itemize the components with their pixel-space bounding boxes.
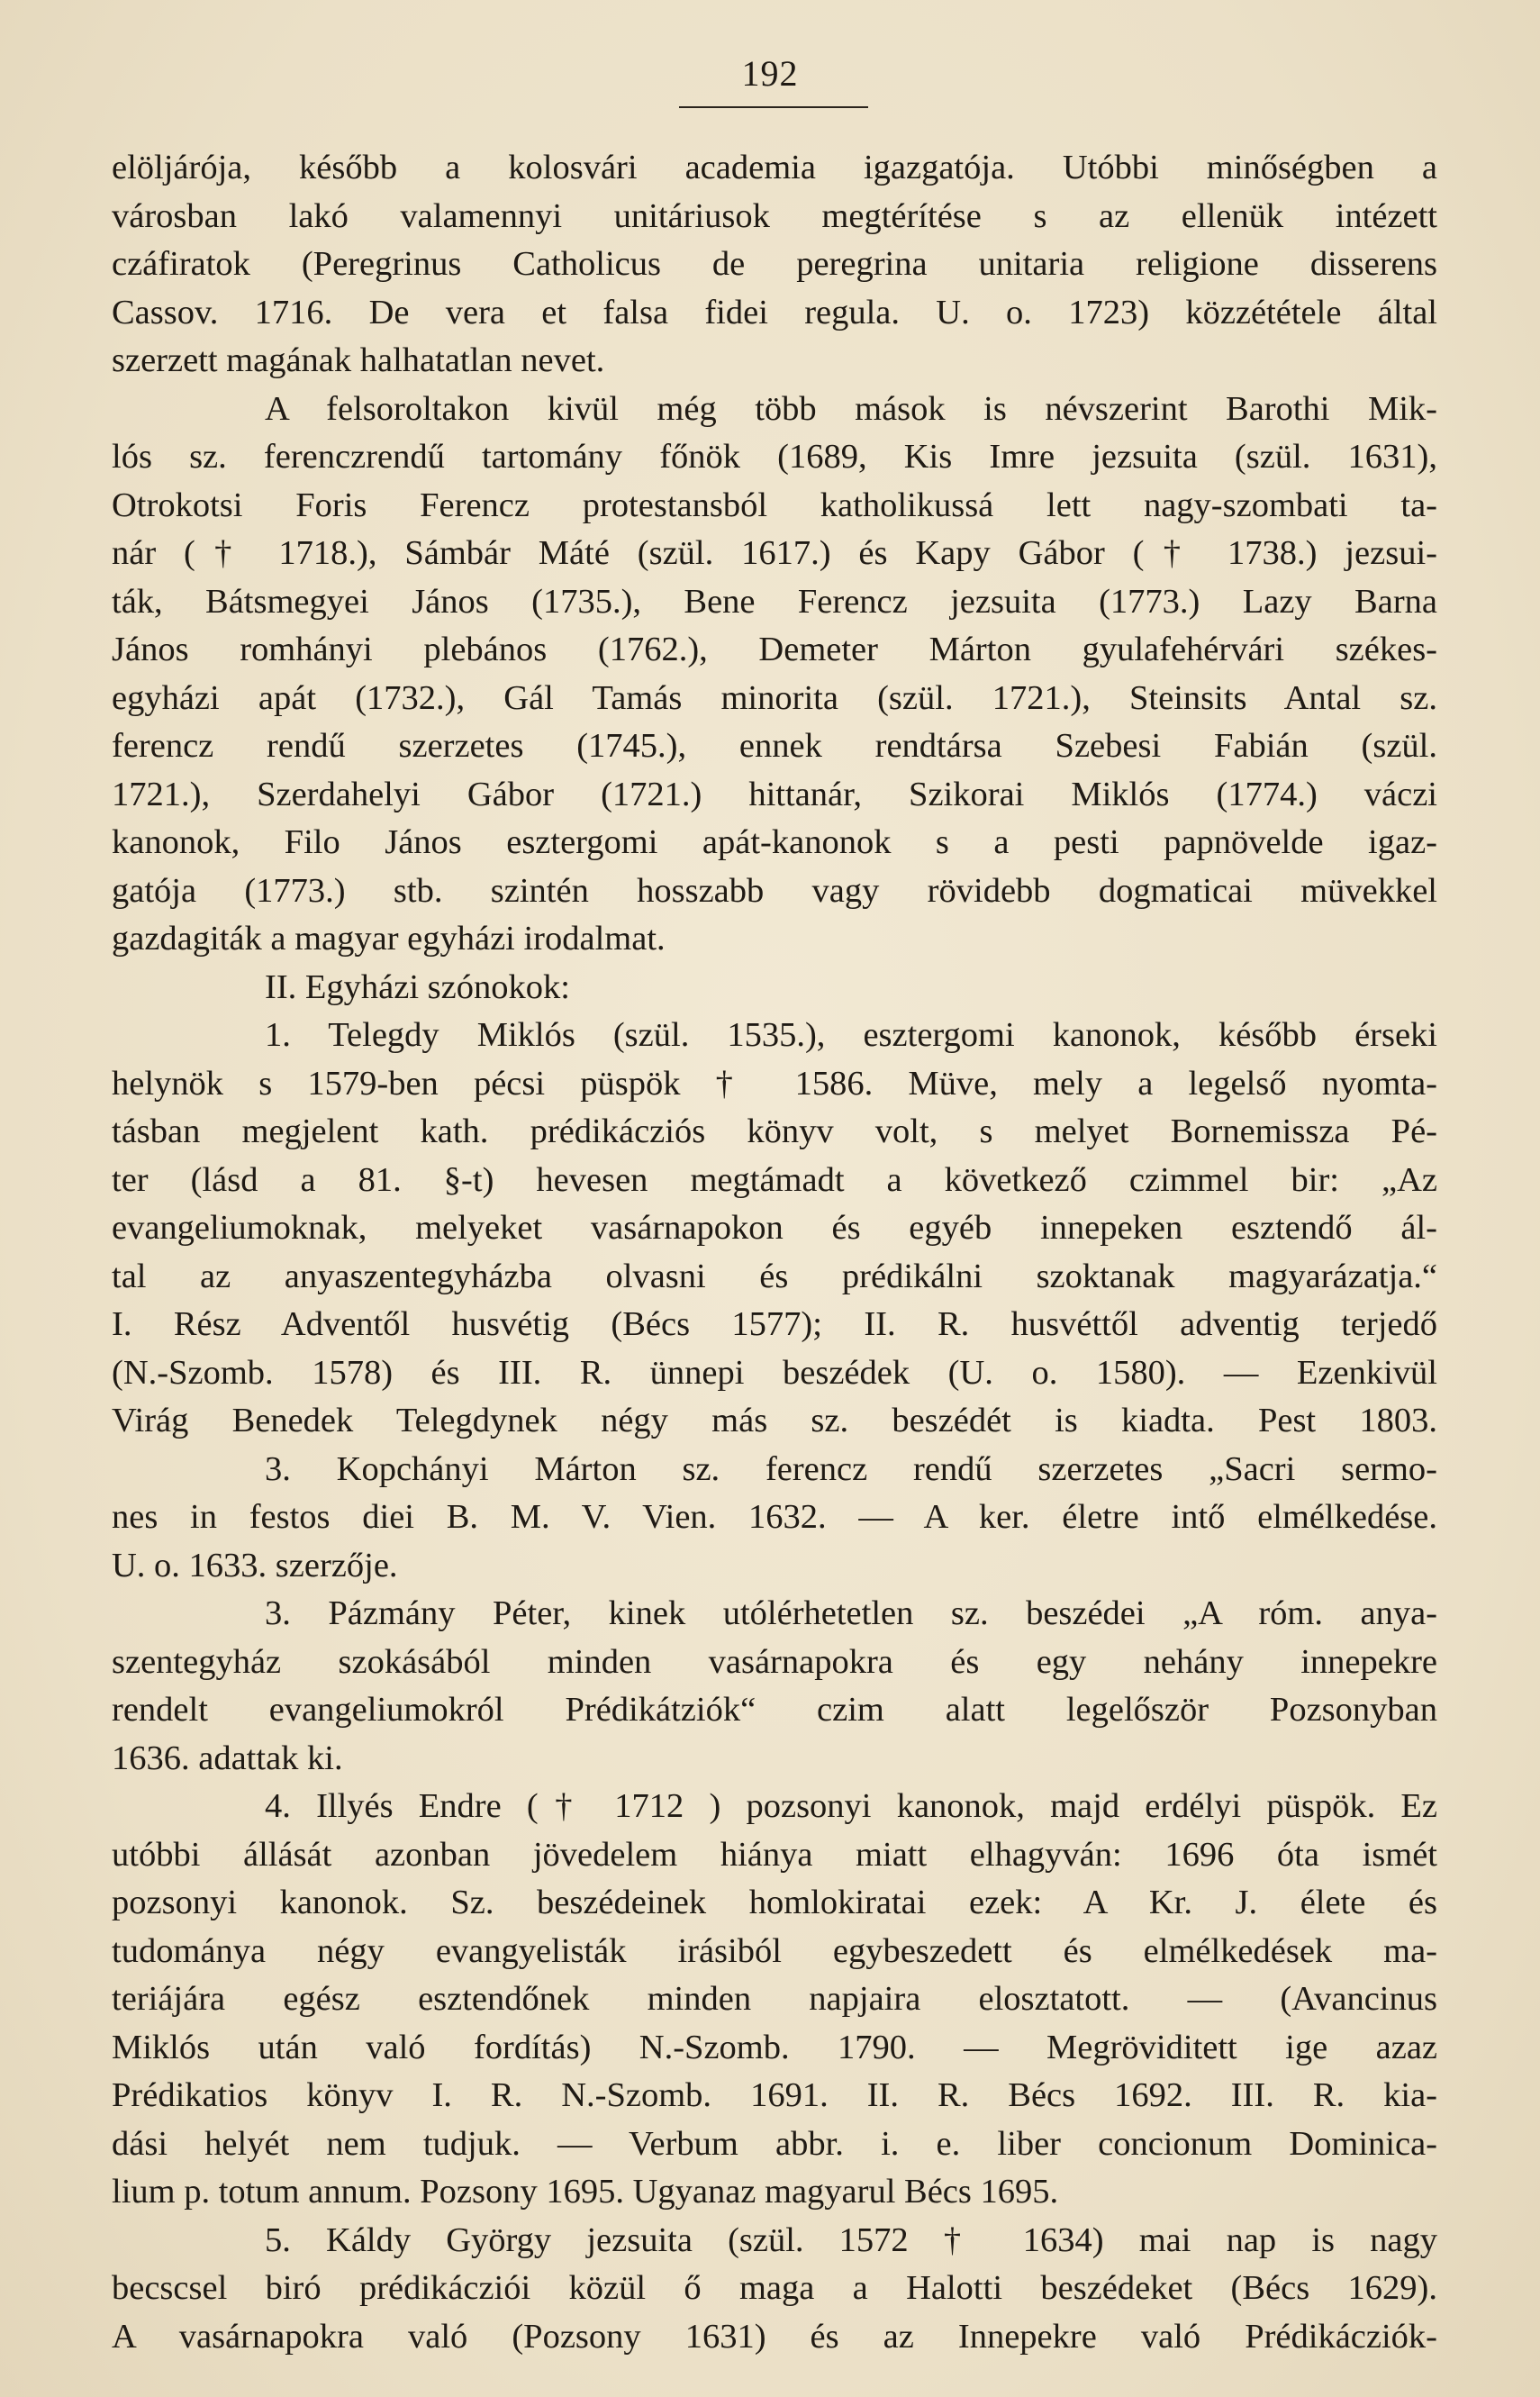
- text-line: evangeliumoknak, melyeket vasárnapokon és egyéb innepeken esztendő ál-: [112, 1209, 1437, 1247]
- text-line: János romhányi plebános (1762.), Demeter Márton gyulafehérvári székes-: [112, 631, 1437, 668]
- text-line: Prédikatios könyv I. R. N.-Szomb. 1691. II. R. Bécs 1692. III. R. kia-: [112, 2076, 1437, 2114]
- text-line: (N.-Szomb. 1578) és III. R. ünnepi beszédek (U. o. 1580). — Ezenkivül: [112, 1353, 1437, 1392]
- text-line: Otrokotsi Foris Ferencz protestansból katholikussá lett nagy-szombati ta-: [112, 486, 1437, 524]
- text-line: ferencz rendű szerzetes (1745.), ennek rendtársa Szebesi Fabián (szül.: [112, 727, 1437, 765]
- text-line: tásban megjelent kath. prédikácziós könyv volt, s melyet Bornemissza Pé-: [112, 1112, 1437, 1150]
- text-line: Virág Benedek Telegdynek négy más sz. beszédét is kiadta. Pest 1803.: [112, 1402, 1437, 1439]
- text-line: lium p. totum annum. Pozsony 1695. Ugyanaz magyarul Bécs 1695.: [112, 2173, 1059, 2211]
- text-line: U. o. 1633. szerzője.: [112, 1546, 398, 1584]
- text-line: nár († 1718.), Sámbár Máté (szül. 1617.) és Kapy Gábor († 1738.) jezsui-: [112, 534, 1437, 572]
- text-line: II. Egyházi szónokok:: [265, 967, 570, 1006]
- text-line: rendelt evangeliumokról Prédikátziók“ czim alatt legelőször Pozsonyban: [112, 1691, 1437, 1729]
- text-line: 1721.), Szerdahelyi Gábor (1721.) hittanár, Szikorai Miklós (1774.) váczi: [112, 775, 1437, 813]
- text-line: egyházi apát (1732.), Gál Tamás minorita (szül. 1721.), Steinsits Antal sz.: [112, 678, 1437, 717]
- text-line: ter (lásd a 81. §-t) hevesen megtámadt a következő czimmel bir: „Az: [112, 1160, 1437, 1199]
- text-line: városban lakó valamennyi unitáriusok megtérítése s az ellenük intézett: [112, 196, 1437, 235]
- text-line: 5. Káldy György jezsuita (szül. 1572 † 1634) mai nap is nagy: [265, 2220, 1437, 2259]
- text-line: gatója (1773.) stb. szintén hosszabb vagy rövidebb dogmaticai müvekkel: [112, 871, 1437, 910]
- text-line: pozsonyi kanonok. Sz. beszédeinek homlokiratai ezek: A Kr. J. élete és: [112, 1884, 1437, 1921]
- text-line: becscsel biró prédikácziói közül ő maga a Halotti beszédeket (Bécs 1629).: [112, 2269, 1437, 2307]
- header-rule: [679, 106, 868, 108]
- text-line: czáfiratok (Peregrinus Catholicus de peregrina unitaria religione disserens: [112, 245, 1437, 283]
- text-line: dási helyét nem tudjuk. — Verbum abbr. i. e. liber concionum Dominica-: [112, 2124, 1437, 2163]
- text-line: tal az anyaszentegyházba olvasni és prédikálni szoktanak magyarázatja.“: [112, 1257, 1437, 1295]
- text-line: helynök s 1579-ben pécsi püspök † 1586. Müve, mely a legelső nyomta-: [112, 1064, 1437, 1103]
- text-line: 3. Kopchányi Márton sz. ferencz rendű szerzetes „Sacri sermo-: [265, 1449, 1437, 1488]
- text-line: Cassov. 1716. De vera et falsa fidei regula. U. o. 1723) közzététele által: [112, 293, 1437, 331]
- text-line: Miklós után való fordítás) N.-Szomb. 1790. — Megröviditett ige azaz: [112, 2028, 1437, 2066]
- text-line: szerzett magának halhatatlan nevet.: [112, 341, 605, 379]
- text-line: I. Rész Adventől husvétig (Bécs 1577); II. R. husvéttől adventig terjedő: [112, 1305, 1437, 1343]
- text-line: utóbbi állását azonban jövedelem hiánya miatt elhagyván: 1696 óta ismét: [112, 1835, 1437, 1874]
- text-line: szentegyház szokásából minden vasárnapokra és egy nehány innepekre: [112, 1642, 1437, 1681]
- text-line: 1. Telegdy Miklós (szül. 1535.), esztergomi kanonok, később érseki: [265, 1016, 1437, 1054]
- text-line: gazdagiták a magyar egyházi irodalmat.: [112, 920, 666, 958]
- text-line: A vasárnapokra való (Pozsony 1631) és az Innepekre való Prédikácziók-: [112, 2317, 1437, 2356]
- text-line: kanonok, Filo János esztergomi apát-kanonok s a pesti papnövelde igaz-: [112, 823, 1437, 861]
- text-line: 1636. adattak ki.: [112, 1739, 343, 1777]
- text-line: 3. Pázmány Péter, kinek utólérhetetlen sz. beszédei „A róm. anya-: [265, 1594, 1437, 1632]
- text-line: ták, Bátsmegyei János (1735.), Bene Ferencz jezsuita (1773.) Lazy Barna: [112, 582, 1437, 621]
- body-text: [112, 144, 1437, 2361]
- page-number: 192: [741, 53, 799, 94]
- text-line: elöljárója, később a kolosvári academia igazgatója. Utóbbi minőségben a: [112, 149, 1437, 186]
- text-line: lós sz. ferenczrendű tartomány főnök (1689, Kis Imre jezsuita (szül. 1631),: [112, 438, 1437, 476]
- text-line: tudománya négy evangyelisták irásiból egybeszedett és elmélkedések ma-: [112, 1931, 1437, 1970]
- text-line: teriájára egész esztendőnek minden napjaira elosztatott. — (Avancinus: [112, 1980, 1437, 2018]
- text-line: 4. Illyés Endre († 1712 ) pozsonyi kanonok, majd erdélyi püspök. Ez: [265, 1787, 1437, 1825]
- text-line: nes in festos diei B. M. V. Vien. 1632. — A ker. életre intő elmélkedése.: [112, 1498, 1437, 1536]
- text-line: A felsoroltakon kivül még több mások is névszerint Barothi Mik-: [265, 389, 1437, 428]
